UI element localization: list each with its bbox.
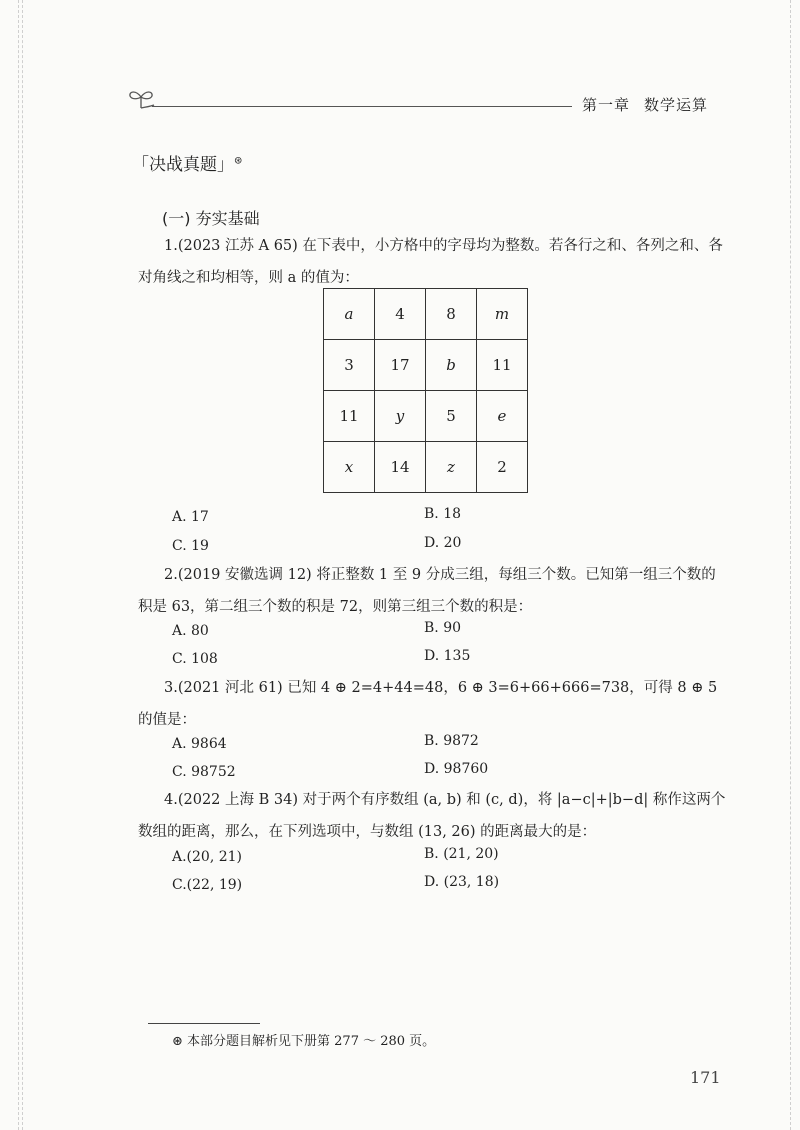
footnote-mark: ⊛: [234, 155, 243, 167]
table-cell: 8: [426, 289, 477, 340]
q2-option-b: B. 90: [424, 620, 462, 636]
table-cell: 4: [375, 289, 426, 340]
footnote: ⊛ 本部分题目解析见下册第 277 ～ 280 页。: [172, 1034, 436, 1049]
question-1-text: 1.(2023 江苏 A 65) 在下表中，小方格中的字母均为整数。若各行之和、各列之和、各对角线之和均相等，则 a 的值为：: [138, 238, 723, 286]
header-title: 数学运算: [644, 96, 709, 114]
question-4-text: 4.(2022 上海 B 34) 对于两个有序数组 (a, b) 和 (c, d)，将 |a−c|+|b−d| 称作这两个数组的距离，那么，在下列选项中，与数组 (13, 26) 的距离最大的是：: [138, 792, 726, 840]
running-header: [582, 94, 722, 115]
question-2-text: 2.(2019 安徽选调 12) 将正整数 1 至 9 分成三组，每组三个数。已知第一组三个数的积是 63，第二组三个数的积是 72，则第三组三个数的积是：: [138, 567, 716, 615]
q4-option-c: C.(22, 19): [172, 877, 243, 893]
table-cell: m: [477, 289, 528, 340]
q1-option-a: A. 17: [172, 509, 209, 525]
scan-edge-line: [790, 0, 792, 1130]
scan-edge-line: [18, 0, 20, 1130]
subsection-title: (一) 夯实基础: [162, 209, 260, 228]
q2-option-d: D. 135: [424, 648, 471, 664]
q4-option-d: D. (23, 18): [424, 874, 500, 890]
q2-option-c: C. 108: [172, 651, 218, 667]
footnote-rule: [148, 1023, 260, 1024]
section-title-text: 「决战真题」: [132, 155, 234, 175]
q3-option-b: B. 9872: [424, 733, 479, 749]
header-chapter: 第一章: [582, 96, 631, 114]
table-cell: 11: [324, 391, 375, 442]
section-title: [132, 150, 242, 175]
table-cell: a: [324, 289, 375, 340]
table-cell: 2: [477, 442, 528, 493]
table-cell: 14: [375, 442, 426, 493]
q1-option-b: B. 18: [424, 506, 462, 522]
q4-option-a: A.(20, 21): [172, 849, 243, 865]
q3-option-d: D. 98760: [424, 761, 489, 777]
table-cell: 5: [426, 391, 477, 442]
scan-edge-line: [22, 0, 24, 1130]
magic-square-table: [323, 288, 528, 493]
table-cell: 3: [324, 340, 375, 391]
table-cell: x: [324, 442, 375, 493]
table-cell: 11: [477, 340, 528, 391]
q1-option-c: C. 19: [172, 538, 209, 554]
q2-option-a: A. 80: [172, 623, 209, 639]
table-cell: z: [426, 442, 477, 493]
table-cell: 17: [375, 340, 426, 391]
q3-option-a: A. 9864: [172, 736, 227, 752]
q3-option-c: C. 98752: [172, 764, 236, 780]
table-cell: e: [477, 391, 528, 442]
q4-option-b: B. (21, 20): [424, 846, 499, 862]
q1-option-d: D. 20: [424, 535, 462, 551]
table-cell: y: [375, 391, 426, 442]
header-rule: [152, 106, 572, 107]
question-3-text: 3.(2021 河北 61) 已知 4 ⊕ 2=4+44=48，6 ⊕ 3=6+66+666=738，可得 8 ⊕ 5 的值是：: [138, 680, 718, 728]
table-cell: b: [426, 340, 477, 391]
page-number: 171: [690, 1068, 721, 1087]
